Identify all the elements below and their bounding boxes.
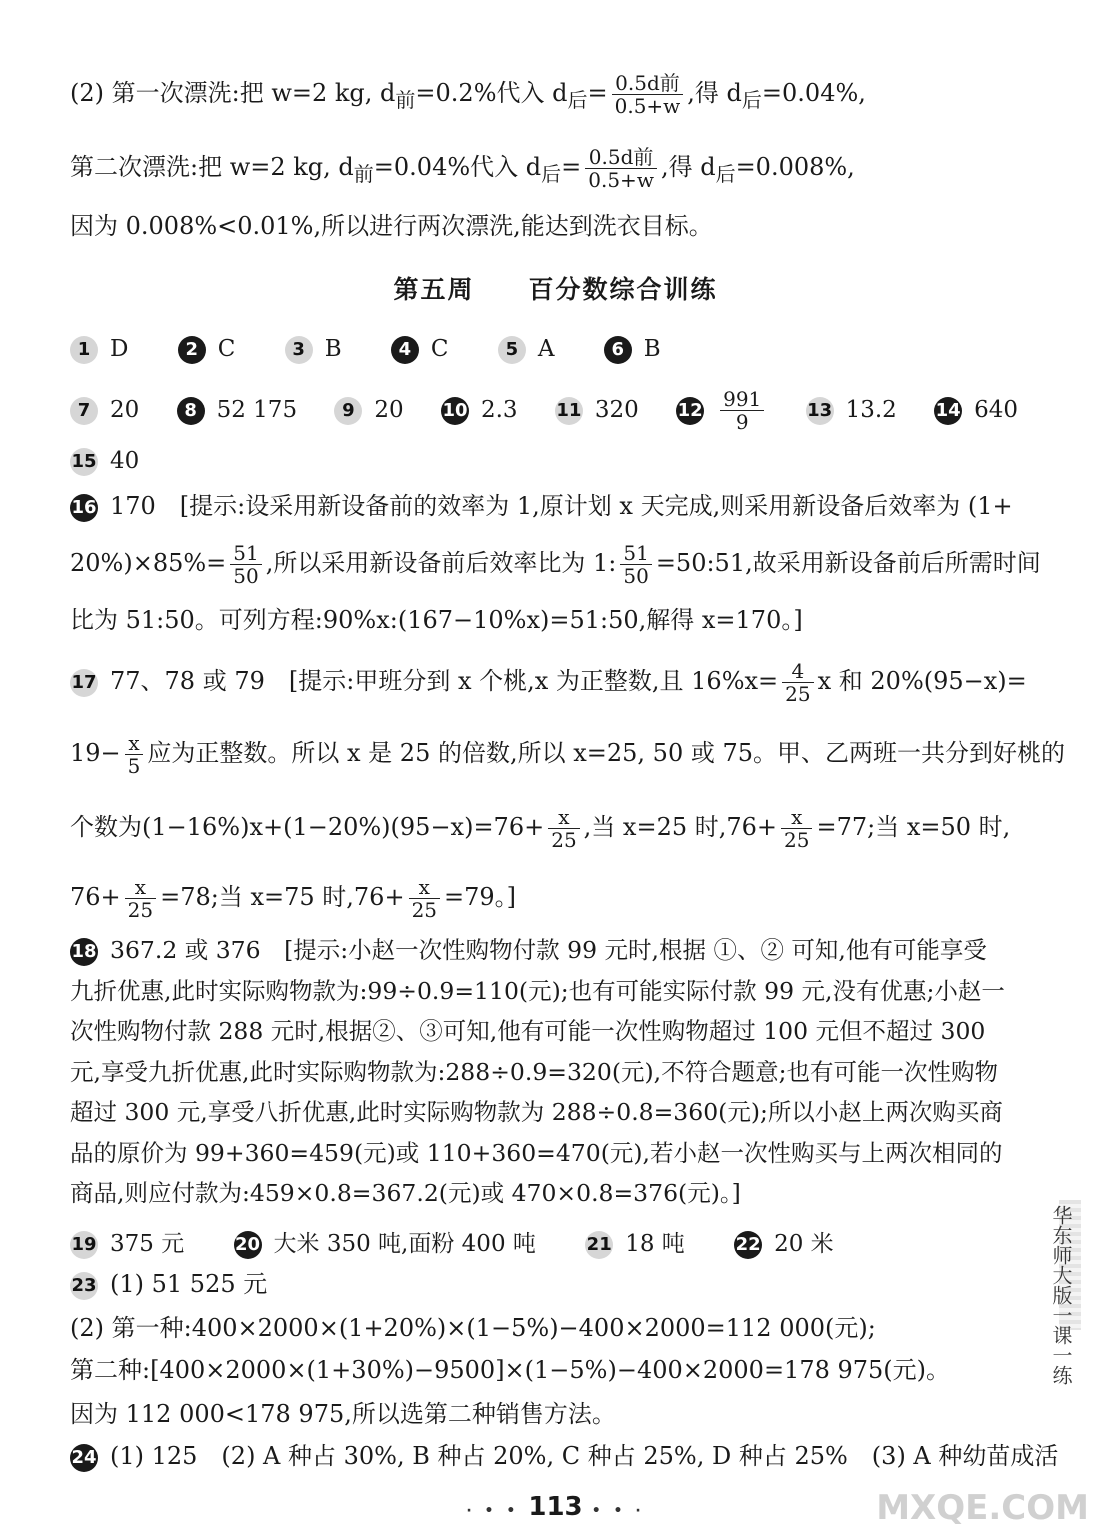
question-number-badge: 9 — [334, 397, 362, 425]
q23-line-2: (2) 第一种:400×2000×(1+20%)×(1−5%)−400×2000=112 000(元); — [70, 1314, 876, 1342]
solution-line-1: (2) 第一次漂洗:把 w=2 kg, $d_前=0.2\%$代入 $d_后=$ $\frac{\text{0.5d前}}{0.5+w}$ ,得 $d_后=0.04\%$, — [70, 71, 866, 118]
q23-line-1: 23 (1) 51 525 元 — [71, 1270, 268, 1298]
q16-line-1: 16 170 [提示:设采用新设备前的效率为 1,原计划 x 天完成,则采用新设备后效率为 (1+ — [71, 492, 1013, 520]
question-number-badge: 13 — [806, 397, 834, 425]
q18-paragraph: 18 367.2 或 376 [提示:小赵一次性购物付款 99 元时,根据 ①、② 可知,他有可能享受九折优惠,此时实际购物款为:99÷0.9=110(元);也有可能实际付款 99 元,没有优惠;小赵一次性购物付款 288 元时,根据②、③可知,他有可能一次性购物超过 100 元但不超过 300 元,享受九折优惠,此时实际购物款为:288÷0.9=320(元),不符合题意;也有可能一次性购物超过 300 元,享受八折优惠,此时实际购物款为 288÷0.8=360(元);所以小赵上两次购买商品的原价为 99+360=459(元)或 110+360=470(元),若小赵一次性购买与上两次相同的商品,则应付款为:459×0.8=367.2(元)或 470×0.8=376(元)。] — [70, 936, 1005, 1207]
answer-item: 2 C — [178, 332, 236, 366]
q17-line-1: 17 77、78 或 79 [提示:甲班分到 x 个桃,x 为正整数,且 16%x= $\frac{4}{25}$ x 和 20%(95−x)= — [71, 659, 1027, 706]
fraction: $\frac{x}{5}$ — [125, 732, 144, 777]
answer-item: 13 13.2 — [807, 396, 897, 423]
fraction: $\frac{51}{50}$ — [230, 542, 261, 587]
q17-line-2: 19− $\frac{x}{5}$ 应为正整数。所以 x 是 25 的倍数,所以 x=25, 50 或 75。甲、乙两班一共分到好桃的 — [70, 731, 1066, 778]
answer-item: 1 D — [70, 332, 128, 366]
answer-item: 19 375 元 — [71, 1231, 185, 1257]
question-number-badge: 19 — [70, 1231, 98, 1259]
question-number-badge: 16 — [70, 494, 98, 522]
page-number: · • • 113 • • · — [466, 1492, 645, 1522]
question-number-badge: 10 — [441, 397, 469, 425]
answer-row-2 — [70, 388, 1018, 433]
q23-line-4: 因为 112 000<178 975,所以选第二种销售方法。 — [70, 1400, 616, 1428]
question-number-badge: 20 — [234, 1231, 262, 1259]
watermark-logo: MXQE.COM — [876, 1488, 1089, 1528]
fraction: $\frac{x}{25}$ — [125, 876, 156, 921]
question-number-badge: 8 — [177, 397, 205, 425]
page-dots-left: · • • — [466, 1503, 520, 1519]
answer-item: 14 640 — [935, 396, 1019, 423]
answer-item: 8 52 175 — [177, 393, 297, 427]
fraction: $\frac{\text{0.5d前}}{0.5+w}$ — [585, 146, 657, 191]
fraction: $\frac{51}{50}$ — [620, 542, 651, 587]
q16-line-2: 20%)×85%= $\frac{51}{50}$ ,所以采用新设备前后效率比为 1: $\frac{51}{50}$ =50:51,故采用新设备前后所需时间 — [70, 541, 1041, 588]
question-number-badge: 6 — [604, 336, 632, 364]
answer-row-1 — [70, 332, 703, 366]
solution-line-2: 第二次漂洗:把 w=2 kg, $d_前=0.04\%$代入 $d_后=$ $\frac{\text{0.5d前}}{0.5+w}$ ,得 $d_后=0.008\%$, — [70, 145, 855, 192]
answer-row-3 — [70, 1227, 876, 1261]
answer-item: 10 2.3 — [442, 396, 518, 423]
question-number-badge: 2 — [178, 336, 206, 364]
question-number-badge: 4 — [391, 336, 419, 364]
answer-item: 9 20 — [334, 393, 403, 427]
q17-line-3: 个数为(1−16%)x+(1−20%)(95−x)=76+ $\frac{x}{25}$ ,当 x=25 时,76+ $\frac{x}{25}$ =77;当 x=50 时, — [70, 805, 1011, 852]
answer-item: 21 18 吨 — [586, 1231, 685, 1257]
section-title: 第五周 百分数综合训练 — [393, 275, 718, 304]
question-number-badge: 3 — [285, 336, 313, 364]
fraction: $\frac{x}{25}$ — [409, 876, 440, 921]
question-number-badge: 24 — [70, 1444, 98, 1472]
question-number-badge: 1 — [70, 336, 98, 364]
answer-item: 6 B — [604, 332, 661, 366]
fraction: $\frac{x}{25}$ — [781, 806, 812, 851]
question-number-badge: 23 — [70, 1272, 98, 1300]
answer-item: 4 C — [391, 332, 449, 366]
fraction: $\frac{x}{25}$ — [548, 806, 579, 851]
fraction: $\frac{\text{0.5d前}}{0.5+w}$ — [612, 72, 684, 117]
question-number-badge: 12 — [676, 397, 704, 425]
q17-line-4: 76+ $\frac{x}{25}$ =78;当 x=75 时,76+ $\frac{x}{25}$ =79。] — [70, 875, 517, 922]
answer-row-15: 15 40 — [71, 448, 140, 474]
answer-item: 5 A — [498, 332, 555, 366]
question-number-badge: 22 — [734, 1231, 762, 1259]
q24-line: 24 (1) 125 (2) A 种占 30%, B 种占 20%, C 种占 25%, D 种占 25% (3) A 种幼苗成活 — [71, 1442, 1059, 1470]
question-number-badge: 17 — [70, 669, 98, 697]
q16-line-3: 比为 51:50。可列方程:90%x:(167−10%x)=51:50,解得 x=170。] — [70, 606, 803, 634]
page-dots-right: • • · — [591, 1503, 645, 1519]
answer-item: 22 20 米 — [735, 1231, 834, 1257]
answer-item: 11 320 — [556, 396, 639, 423]
question-number-badge: 11 — [555, 397, 583, 425]
answer-item — [676, 388, 768, 433]
solution-line-3: 因为 0.008%<0.01%,所以进行两次漂洗,能达到洗衣目标。 — [70, 212, 713, 240]
question-number-badge: 18 — [70, 938, 98, 966]
fraction: $\frac{991}{9}$ — [720, 388, 764, 433]
question-number-badge: 5 — [498, 336, 526, 364]
question-number-badge: 21 — [585, 1231, 613, 1259]
side-label: 华东师大版一课一练 — [1049, 1205, 1073, 1385]
question-number-badge: 7 — [70, 397, 98, 425]
q23-line-3: 第二种:[400×2000×(1+30%)−9500]×(1−5%)−400×2000=178 975(元)。 — [70, 1356, 951, 1384]
answer-item: 20 大米 350 吨,面粉 400 吨 — [235, 1231, 536, 1257]
fraction: $\frac{4}{25}$ — [782, 660, 813, 705]
question-number-badge: 14 — [934, 397, 962, 425]
question-number-badge: 15 — [70, 448, 98, 476]
answer-item: 7 20 — [70, 393, 139, 427]
answer-item: 3 B — [285, 332, 342, 366]
